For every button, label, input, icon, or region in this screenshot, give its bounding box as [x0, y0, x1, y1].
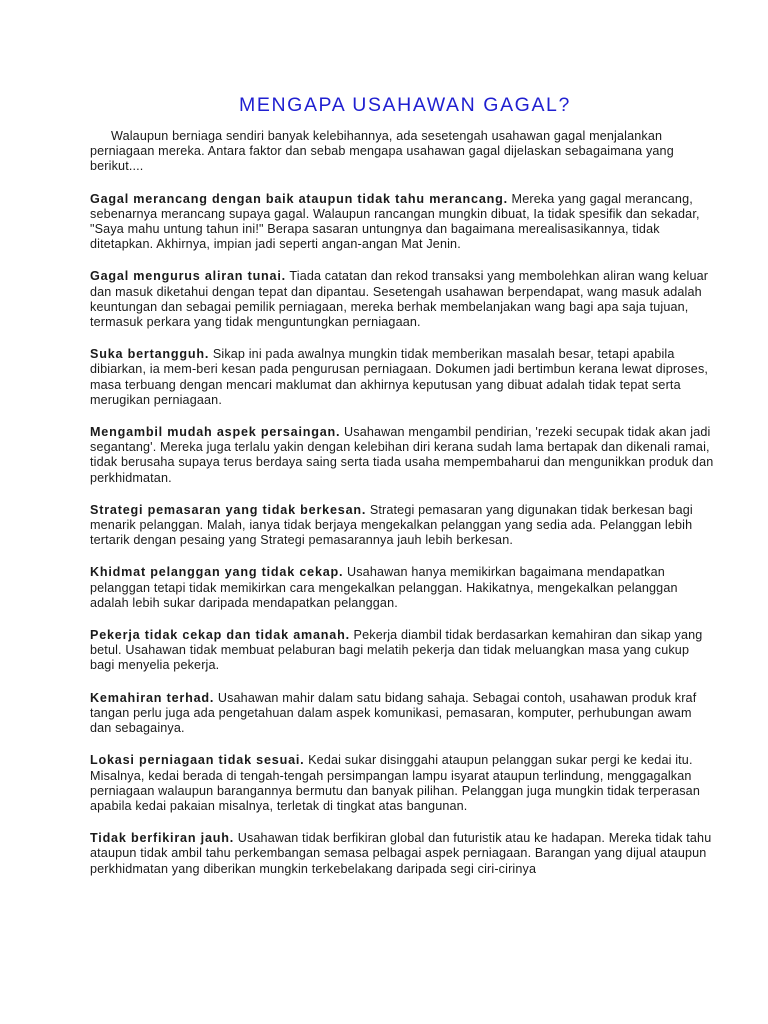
section-vision [90, 831, 716, 877]
section-heading: Suka bertangguh. [90, 347, 210, 362]
section-heading: Gagal merancang dengan baik ataupun tidak tahu merancang. [90, 191, 508, 206]
section-body: Strategi pemasaran yang digunakan tidak berkesan bagi menarik pelanggan. Malah, ianya tidak berjaya mengekalkan pelanggan yang sedia ada. Pelanggan lebih tertarik dengan pesaing yang Strategi pemasarannya jauh lebih berkesan. [90, 502, 693, 548]
section-heading: Kemahiran terhad. [90, 690, 215, 705]
section-body: Usahawan mengambil pendirian, 'rezeki secupak tidak akan jadi segantang'. Mereka juga terlalu yakin dengan kelebihan diri kerana sudah lama bertapak dan dikenali ramai, tidak berusaha supaya terus berdaya saing serta tiada usaha mempembaharui dan mengunikkan produk dan perkhidmatan. [90, 425, 714, 485]
section-body: Pekerja diambil tidak berdasarkan kemahiran dan sikap yang betul. Usahawan tidak membuat pelaburan bagi melatih pekerja dan tidak meluangkan masa yang cukup bagi menyelia pekerja. [90, 628, 703, 673]
section-heading: Strategi pemasaran yang tidak berkesan. [90, 502, 367, 517]
section-location [90, 753, 716, 814]
section-heading: Khidmat pelanggan yang tidak cekap. [90, 565, 344, 580]
section-skills [90, 691, 716, 737]
section-cash-flow [90, 269, 716, 330]
section-planning [90, 192, 716, 253]
section-procrastination [90, 347, 716, 408]
section-body: Tiada catatan dan rekod transaksi yang membolehkan aliran wang keluar dan masuk diketahui dengan tepat dan dipantau. Sesetengah usahawan berpendapat, wang masuk adalah keuntungan dan sebagai pemilik perniagaan, mereka berhak membelanjakan wang bagi apa saja tujuan, termasuk perkara yang tidak menguntungkan perniagaan. [90, 269, 709, 330]
section-heading: Mengambil mudah aspek persaingan. [90, 425, 341, 440]
section-heading: Tidak berfikiran jauh. [90, 831, 235, 846]
section-body: Mereka yang gagal merancang, sebenarnya merancang supaya gagal. Walaupun rancangan mungkin dibuat, Ia tidak spesifik dan sekadar, "Saya mahu untung tahun ini!" Berapa sasaran untungnya dan bagaimana merealisasikannya, tidak ditetapkan. Akhirnya, impian jadi seperti angan-angan Mat Jenin. [90, 191, 700, 252]
section-customer-service [90, 565, 716, 611]
section-marketing [90, 503, 716, 549]
section-body: Usahawan hanya memikirkan bagaimana mendapatkan pelanggan tetapi tidak memikirkan cara mengekalkan pelanggan. Hakikatnya, mengekalkan pelanggan adalah lebih sukar daripada mendapatkan pelanggan. [90, 565, 678, 610]
section-body: Usahawan mahir dalam satu bidang sahaja. Sebagai contoh, usahawan produk kraf tangan perlu juga ada pengetahuan dalam aspek komunikasi, pemasaran, komputer, perhubungan awam dan sebagainya. [90, 690, 697, 736]
intro-paragraph: Walaupun berniaga sendiri banyak kelebihannya, ada sesetengah usahawan gagal menjalankan perniagaan mereka. Antara faktor dan sebab mengapa usahawan gagal dijelaskan sebagaimana yang berikut.... [90, 129, 674, 174]
section-competition [90, 425, 716, 486]
section-heading: Lokasi perniagaan tidak sesuai. [90, 753, 305, 768]
section-heading: Gagal mengurus aliran tunai. [90, 269, 286, 284]
section-workers [90, 628, 716, 674]
section-body: Usahawan tidak berfikiran global dan futuristik atau ke hadapan. Mereka tidak tahu ataupun tidak ambil tahu perkembangan semasa pelbagai aspek perniagaan. Barangan yang dijual ataupun perkhidmatan yang diberikan mungkin terkebelakang daripada segi ciri-cirinya [90, 831, 712, 876]
section-body: Kedai sukar disinggahi ataupun pelanggan sukar pergi ke kedai itu. Misalnya, kedai berada di tengah-tengah persimpangan lampu isyarat ataupun terlindung, menggagalkan perniagaan walaupun barangannya bermutu dan banyak pilihan. Pelanggan juga mungkin tidak terperasan apabila kedai pakaian misalnya, terletak di tingkat atas bangunan. [90, 753, 700, 813]
section-heading: Pekerja tidak cekap dan tidak amanah. [90, 628, 350, 643]
section-body: Sikap ini pada awalnya mungkin tidak memberikan masalah besar, tetapi apabila dibiarkan, ia mem-beri kesan pada pengurusan perniagaan. Dokumen jadi bertimbun kerana lewat diproses, masa terbuang dengan mencari maklumat dan akhirnya keputusan yang dibuat adalah tidak tepat serta merugikan perniagaan. [90, 347, 709, 407]
page-title: MENGAPA USAHAWAN GAGAL? [239, 94, 571, 116]
